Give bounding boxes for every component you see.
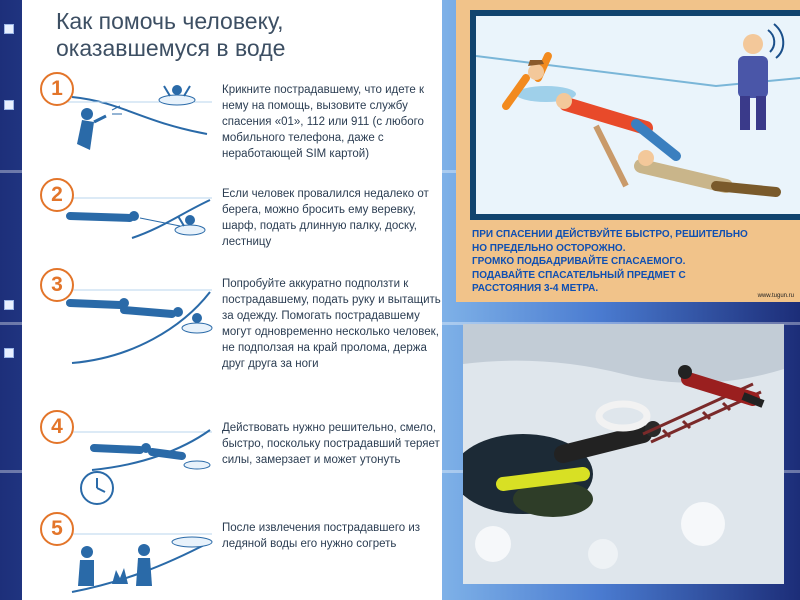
poster-line-1: ПРИ СПАСЕНИИ ДЕЙСТВУЙТЕ БЫСТРО, РЕШИТЕЛЬНО bbox=[472, 229, 748, 240]
step-2-text: Если человек провалился недалеко от берега, можно бросить ему веревку, шарф, подать длинную палку, доску, лестницу bbox=[222, 188, 429, 248]
poster-caption bbox=[472, 228, 800, 296]
step-2 bbox=[32, 178, 442, 258]
step-4-text: Действовать нужно решительно, смело, быстро, поскольку пострадавший теряет силы, замерзает и может утонуть bbox=[222, 422, 440, 466]
step-5 bbox=[32, 512, 442, 600]
step-number-badge: 2 bbox=[40, 178, 74, 212]
step-number-badge: 4 bbox=[40, 410, 74, 444]
ice-rescue-photo bbox=[463, 324, 784, 584]
step-5-text: После извлечения пострадавшего из ледяной воды его нужно согреть bbox=[222, 522, 421, 550]
poster-line-2: НО ПРЕДЕЛЬНО ОСТОРОЖНО. bbox=[472, 242, 626, 254]
ice-rescue-scene bbox=[463, 324, 784, 584]
bullet-marker bbox=[4, 100, 14, 110]
step-number-badge: 1 bbox=[40, 72, 74, 106]
panel-title bbox=[56, 8, 356, 62]
step-3 bbox=[32, 268, 442, 388]
side-bullet-strip bbox=[0, 0, 22, 600]
step-1 bbox=[32, 72, 442, 172]
step-1-text: Крикните пострадавшему, что идете к нему на помощь, вызовите службу спасения «01», 112 или 911 (с любого мобильного телефона, даже с неработающей SIM картой) bbox=[222, 84, 424, 160]
step-3-text: Попробуйте аккуратно подползти к пострадавшему, подать руку и вытащить за одежду. Помогать пострадавшему могут одновременно несколько человек, не подползая на край пролома, держа друг друга за ноги bbox=[222, 278, 441, 370]
bullet-marker bbox=[4, 300, 14, 310]
step-number-badge: 3 bbox=[40, 268, 74, 302]
poster-line-4: ПОДАВАЙТЕ СПАСАТЕЛЬНЫЙ ПРЕДМЕТ С bbox=[472, 269, 686, 281]
poster-line-3: ГРОМКО ПОДБАДРИВАЙТЕ СПАСАЕМОГО. bbox=[472, 256, 686, 267]
title-line-1: Как помочь человеку, bbox=[56, 8, 284, 34]
bullet-marker bbox=[4, 24, 14, 34]
instruction-panel bbox=[22, 0, 442, 600]
poster-rescue-illustration bbox=[476, 16, 800, 214]
safety-poster bbox=[456, 0, 800, 302]
step-number-badge: 5 bbox=[40, 512, 74, 546]
fire-icon bbox=[112, 568, 128, 584]
poster-illustration-frame bbox=[470, 10, 800, 220]
bullet-marker bbox=[4, 348, 14, 358]
step-4 bbox=[32, 410, 442, 510]
title-line-2: оказавшемуся в воде bbox=[56, 35, 286, 61]
poster-line-5: РАССТОЯНИЯ 3-4 МЕТРА. bbox=[472, 283, 599, 294]
poster-url: www.tugun.ru bbox=[757, 293, 794, 299]
